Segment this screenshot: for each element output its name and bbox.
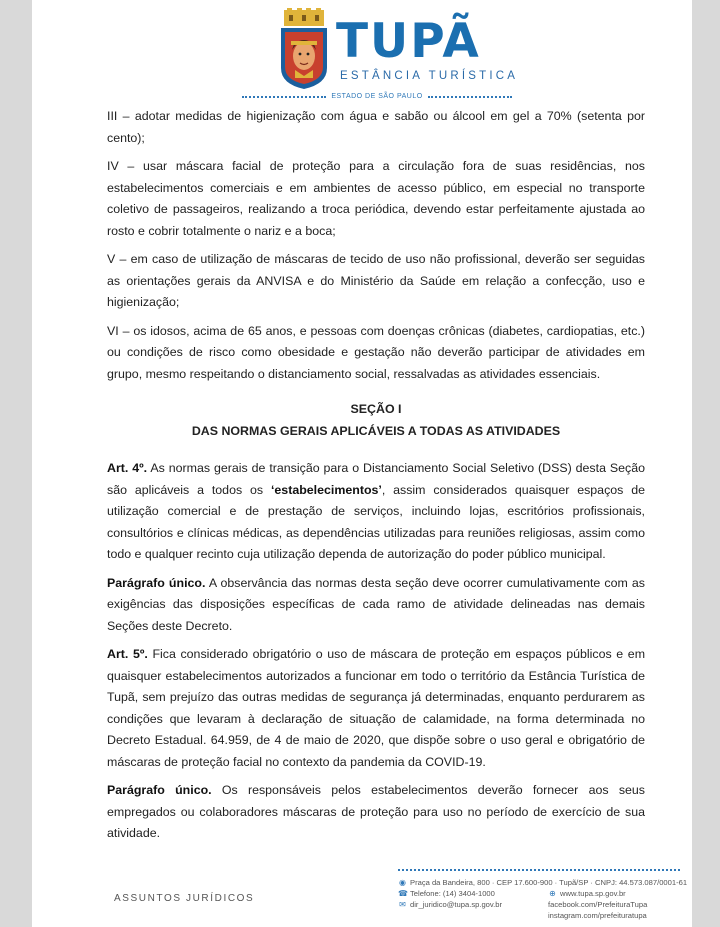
sole-paragraph-text: Os responsáveis pelos estabelecimentos deverão fornecer aos seus empregados ou colaboradores máscaras de proteção para uso no período de exercício de sua atividade. (107, 783, 645, 840)
address-row (398, 877, 688, 888)
phone-row (398, 888, 548, 899)
phone-icon: ☎ (398, 889, 408, 898)
instagram-row (548, 910, 647, 921)
email-row (398, 899, 548, 910)
article-4-text-a: As normas gerais de transição para o Distanciamento Social Seletivo (DSS) desta Seção são aplicáveis a todos os (107, 461, 646, 497)
instagram-link[interactable]: instagram.com/prefeituratupa (548, 911, 647, 920)
state-label: ESTADO DE SÃO PAULO (331, 93, 423, 100)
dotted-rule (398, 869, 680, 871)
sole-paragraph-text: A observância das normas desta seção deve ocorrer cumulativamente com as exigências das disposições específicas de cada ramo de atividade delineadas nas demais Seções deste Decreto. (107, 575, 645, 633)
article-5 (107, 644, 645, 773)
article-5-text: Fica considerado obrigatório o uso de máscara de proteção em espaços públicos e em quaisquer estabelecimentos autorizados a funcionar em todo o território da Estância Turística de Tupã, sem prejuízo das outras medidas de segurança já determinadas, enquanto perdurarem as condições que levaram à declaração de situação de calamidade, na forma determinada no Decreto Estadual. 64.959, de 4 de maio de 2020, que dispõe sobre o uso geral e obrigatório de máscaras de proteção facial no contexto da pandemia da COVID-19. (107, 647, 646, 769)
location-pin-icon: ◉ (399, 878, 406, 887)
website-link[interactable]: www.tupa.sp.gov.br (560, 889, 626, 898)
email-link[interactable]: dir_juridico@tupa.sp.gov.br (410, 900, 502, 909)
contact-column-right (548, 888, 647, 921)
article-4-sole-paragraph (107, 573, 645, 638)
article-4 (107, 458, 645, 566)
clause-iv: IV – usar máscara facial de proteção para a circulação fora de suas residências, nos estabelecimentos comerciais e em ambientes de acesso público, em especial no transporte coletivo de passageiros, realizando a troca periódica, devendo estar perfeitamente ajustada ao rosto e cobrir totalmente o nariz e a boca; (107, 159, 645, 238)
facebook-link[interactable]: facebook.com/PrefeituraTupa (548, 900, 648, 909)
article-5-label: Art. 5º. (107, 647, 148, 661)
facebook-row (548, 899, 647, 910)
dotted-rule (428, 96, 512, 98)
sole-paragraph-label: Parágrafo único. (107, 575, 206, 590)
article-5-sole-paragraph (107, 780, 645, 845)
state-line (242, 93, 512, 100)
letterhead (32, 0, 692, 110)
sole-paragraph-label: Parágrafo único. (107, 783, 212, 797)
contact-info (398, 877, 688, 921)
clause-vi: VI – os idosos, acima de 65 anos, e pessoas com doenças crônicas (diabetes, cardiopatias, etc.) ou condições de risco como obesidade e gestação não deverão participar de atividades em grupo, mesmo respeitando o distanciamento social, ressalvadas as atividades essenciais. (107, 323, 645, 381)
section-subtitle: DAS NORMAS GERAIS APLICÁVEIS A TODAS AS ATIVIDADES (191, 423, 561, 438)
municipal-coat-of-arms (278, 8, 330, 90)
address-text: Praça da Bandeira, 800 · CEP 17.600-900 · Tupã/SP · CNPJ: 44.573.087/0001-61 (410, 878, 688, 887)
article-4-label: Art. 4º. (107, 461, 148, 475)
contact-columns (398, 888, 688, 921)
dotted-rule (242, 96, 326, 98)
city-name-logo: TUPÃ (336, 14, 481, 69)
clause-v: V – em caso de utilização de máscaras de tecido de uso não profissional, deverão ser seguidas as orientações gerais da ANVISA e do Ministério da Saúde em relação a confecção, uso e higienização; (107, 252, 645, 309)
phone-text: Telefone: (14) 3404-1000 (410, 889, 495, 898)
website-row (548, 888, 647, 899)
document-page (32, 0, 692, 927)
mail-icon: ✉ (399, 900, 406, 909)
article-4-text-b: , assim considerados quaisquer espaços de utilização comercial e de prestação de serviços, incluindo lojas, escritórios profissionais, consultórios e clínicas médicas, as dependências utilizadas para reuniões religiosas, assim como todo e qualquer recinto cuja utilização dependa de autorização do poder público municipal. (107, 482, 645, 561)
clause-iii: III – adotar medidas de higienização com água e sabão ou álcool em gel a 70% (setenta por cento); (107, 109, 645, 145)
section-title: SEÇÃO I (350, 402, 402, 416)
document-body (107, 106, 645, 852)
contact-column-left (398, 888, 548, 921)
city-subtitle: ESTÂNCIA TURÍSTICA (340, 70, 519, 82)
article-4-emphasis: ‘estabelecimentos’ (270, 482, 382, 497)
globe-icon: ⊕ (549, 889, 556, 898)
letterhead-footer (32, 860, 692, 927)
department-label: ASSUNTOS JURÍDICOS (114, 893, 255, 904)
section-heading (107, 399, 645, 442)
